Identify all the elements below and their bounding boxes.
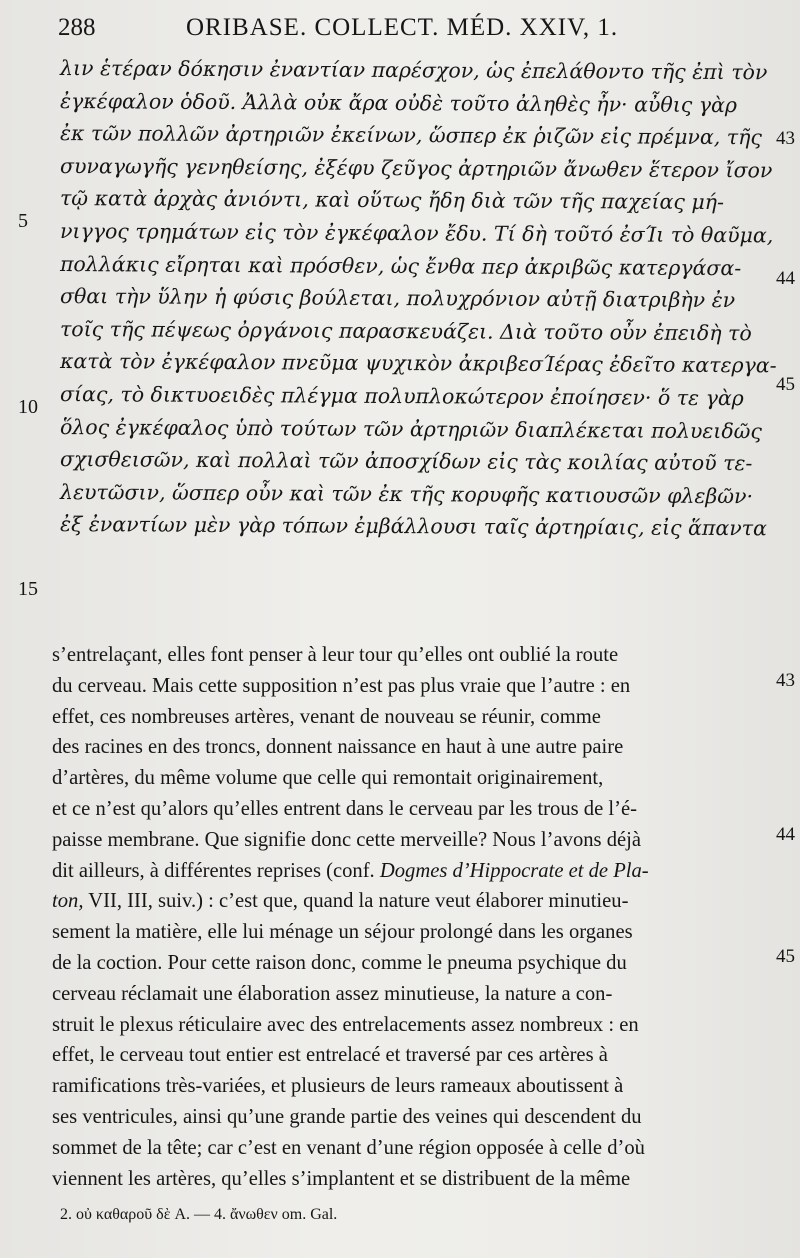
french-line: effet, le cerveau tout entier est entrelacé et traversé par ces artères à [52, 1044, 608, 1067]
french-line: effet, ces nombreuses artères, venant de nouveau se réunir, comme [52, 705, 601, 728]
french-line: ses ventricules, ainsi qu’une grande partie des veines qui descendent du [52, 1105, 642, 1128]
margin-section-number: 44 [776, 268, 795, 289]
greek-text-block [59, 52, 777, 541]
greek-line: τοῖς τῆς πέψεως ὀργάνοις παρασκευάζει. Διὰ τοῦτο οὖν ἐπειδὴ τὸ [59, 316, 752, 345]
french-text-block [52, 640, 752, 1194]
line-number: 5 [18, 210, 28, 232]
citation-title-end: ton, [52, 890, 84, 913]
greek-line: τῷ κατὰ ἀρχὰς ἀνιόντι, καὶ οὕτως ἤδη διὰ τῶν τῆς παχείας μή- [59, 186, 725, 215]
margin-section-number: 43 [776, 670, 795, 691]
greek-line: λιν ἑτέραν δόκησιν ἐναντίαν παρέσχον, ὡς ἐπελάθοντο τῆς ἐπὶ τὸν [59, 56, 768, 85]
greek-line: νιγγος τρημάτων εἰς τὸν ἐγκέφαλον ἔδυ. Τί δὴ τοῦτό ἐσΊι τὸ θαῦμα, [59, 218, 774, 248]
greek-line: ἐκ τῶν πολλῶν ἀρτηριῶν ἐκείνων, ὥσπερ ἐκ ῥιζῶν εἰς πρέμνα, τῆς [59, 121, 762, 150]
french-line: sement la matière, elle lui ménage un séjour prolongé dans les organes [52, 921, 633, 944]
greek-line: σθαι τὴν ὕλην ἡ φύσις βούλεται, πολυχρόνιον αὐτῇ διατριβὴν ἐν [59, 284, 736, 313]
french-line: struit le plexus réticulaire avec des entrelacements assez nombreux : en [52, 1013, 639, 1036]
french-line [52, 856, 752, 887]
margin-section-number: 45 [776, 946, 795, 967]
french-line: des racines en des troncs, donnent naissance en haut à une autre paire [52, 736, 624, 759]
french-line: d’artères, du même volume que celle qui remontait originairement, [52, 767, 604, 790]
margin-section-number: 45 [776, 374, 795, 395]
french-line: cerveau réclamait une élaboration assez minutieuse, la nature a con- [52, 982, 613, 1005]
line-number: 15 [18, 578, 38, 600]
line-number: 10 [18, 396, 38, 418]
greek-line: συναγωγῆς γενηθείσης, ἐξέφυ ζεῦγος ἀρτηριῶν ἄνωθεν ἕτερον ἴσον [59, 153, 773, 183]
greek-line: λευτῶσιν, ὥσπερ οὖν καὶ τῶν ἐκ τῆς κορυφῆς κατιουσῶν φλεβῶν· [59, 479, 754, 508]
french-line: paisse membrane. Que signifie donc cette merveille? Nous l’avons déjà [52, 828, 642, 851]
french-line: sommet de la tête; car c’est en venant d’une région opposée à celle d’où [52, 1136, 645, 1159]
footnote: 2. οὐ καθαροῦ δὲ A. — 4. ἄνωθεν om. Gal. [60, 1206, 338, 1223]
greek-line: ἐξ ἐναντίων μὲν γὰρ τόπων ἐμβάλλουσι ταῖς ἀρτηρίαις, εἰς ἅπαντα [59, 512, 767, 541]
french-line: s’entrelaçant, elles font penser à leur tour qu’elles ont oublié la route [52, 644, 619, 666]
french-line: du cerveau. Mais cette supposition n’est pas plus vraie que l’autre : en [52, 674, 631, 697]
french-line [52, 886, 752, 917]
page-number: 288 [58, 14, 96, 41]
citation-title: Dogmes d’Hippocrate et de Pla- [379, 859, 649, 882]
greek-line: πολλάκις εἴρηται καὶ πρόσθεν, ὡς ἔνθα περ ἀκριβῶς κατεργάσα- [59, 251, 742, 280]
greek-line: ἐγκέφαλον ὁδοῦ. Ἀλλὰ οὐκ ἄρα οὐδὲ τοῦτο ἀληθὲς ἦν· αὖθις γὰρ [59, 88, 738, 117]
french-line-text: VII, III, suiv.) : c’est que, quand la nature veut élaborer minutieu- [83, 890, 629, 913]
greek-line: ὅλος ἐγκέφαλος ὑπὸ τούτων τῶν ἀρτηριῶν διαπλέκεται πολυειδῶς [59, 414, 762, 443]
margin-section-number: 43 [776, 128, 795, 149]
running-title: ORIBASE. COLLECT. MÉD. XXIV, 1. [186, 14, 619, 41]
greek-line: κατὰ τὸν ἐγκέφαλον πνεῦμα ψυχικὸν ἀκριβεσΊέρας ἐδεῖτο κατεργα- [59, 349, 777, 378]
greek-line: σχισθεισῶν, καὶ πολλαὶ τῶν ἀποσχίδων εἰς τὰς κοιλίας αὐτοῦ τε- [59, 447, 753, 476]
french-line-text: dit ailleurs, à différentes reprises (conf. [52, 859, 375, 882]
greek-line: σίας, τὸ δικτυοειδὲς πλέγμα πολυπλοκώτερον ἐποίησεν· ὅ τε γὰρ [59, 381, 744, 411]
margin-section-number: 44 [776, 824, 795, 845]
french-line: viennent les artères, qu’elles s’implantent et se distribuent de la même [52, 1167, 631, 1190]
french-line: et ce n’est qu’alors qu’elles entrent dans le cerveau par les trous de l’é- [52, 797, 637, 820]
page-header [58, 12, 780, 52]
french-line: de la coction. Pour cette raison donc, comme le pneuma psychique du [52, 951, 627, 974]
french-line: ramifications très-variées, et plusieurs de leurs rameaux aboutissent à [52, 1075, 624, 1098]
